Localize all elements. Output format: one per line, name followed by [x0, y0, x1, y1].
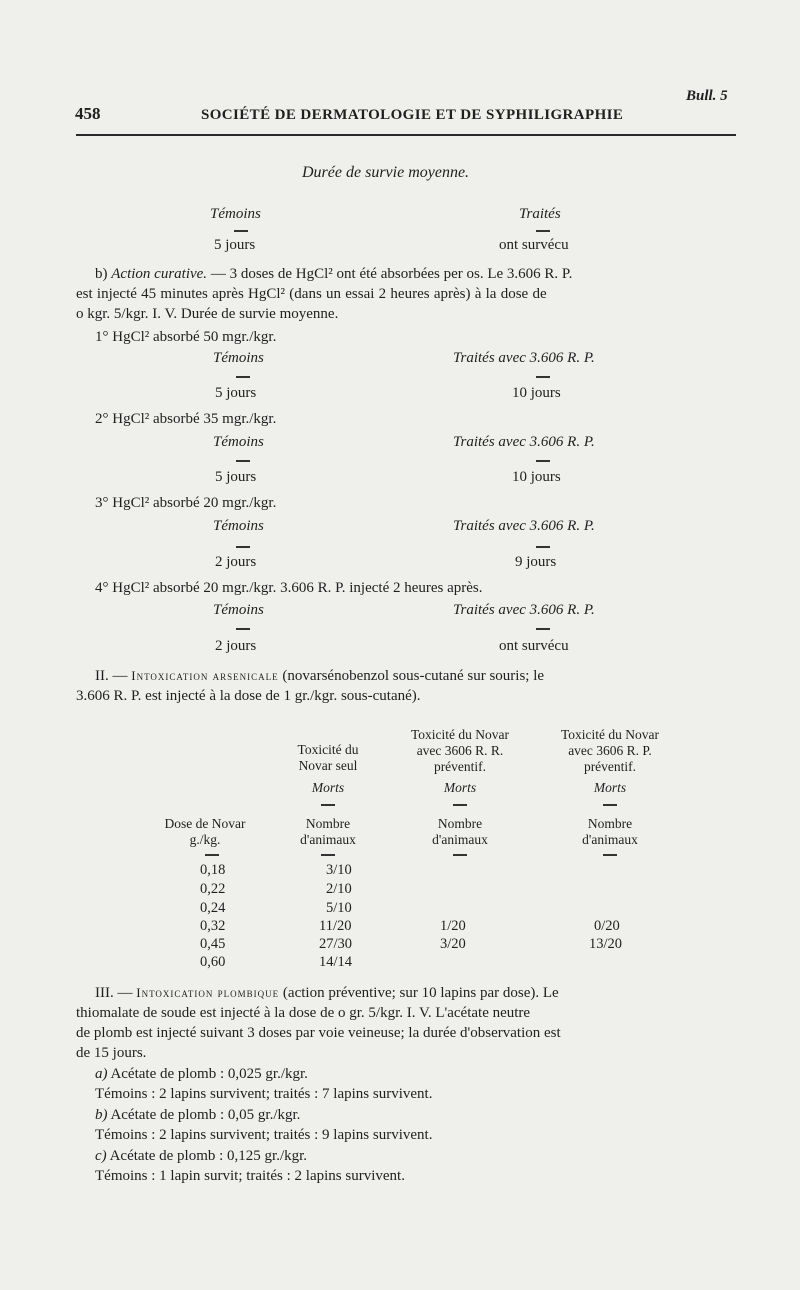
- paragraph-text: — 3 doses de HgCl² ont été absorbées per os. Le 3.606 R. P.: [207, 266, 573, 282]
- table-cell-seul: 3/10: [326, 862, 352, 878]
- item-text: Acétate de plomb : 0,05 gr./kgr.: [110, 1107, 301, 1123]
- dash: [603, 804, 617, 806]
- lead-item: [95, 1066, 308, 1083]
- table-cell-seul: 27/30: [319, 936, 353, 952]
- table-subheader: Dose de Novar g./kg.: [164, 816, 246, 847]
- table-morts-label: Morts: [443, 780, 477, 795]
- item-label: a): [95, 1066, 108, 1082]
- traites-label: Traités avec 3.606 R. P.: [453, 602, 595, 618]
- table-cell-rr: 3/20: [440, 936, 466, 952]
- b-paragraph-line3: o kgr. 5/kgr. I. V. Durée de survie moyenne.: [76, 306, 339, 322]
- item-text: Acétate de plomb : 0,125 gr./kgr.: [109, 1148, 308, 1164]
- section-III-line4: de 15 jours.: [76, 1045, 147, 1061]
- dash: [536, 230, 550, 232]
- traites-value: 9 jours: [515, 554, 557, 570]
- dash: [321, 854, 335, 856]
- dash: [453, 854, 467, 856]
- bulletin-marker: Bull. 5: [686, 88, 728, 104]
- traites-value: ont survécu: [499, 237, 569, 253]
- table-cell-dose: 0,18: [200, 862, 226, 878]
- item-label: b): [95, 1107, 108, 1123]
- section-numeral: II. —: [95, 668, 128, 684]
- temoins-value: 2 jours: [215, 638, 257, 654]
- table-cell-dose: 0,24: [200, 900, 226, 916]
- experiment-heading: 2° HgCl² absorbé 35 mgr./kgr.: [95, 411, 277, 427]
- item-label: c): [95, 1148, 107, 1164]
- dash: [236, 460, 250, 462]
- table-cell-seul: 14/14: [319, 954, 353, 970]
- table-cell-rp: 13/20: [589, 936, 623, 952]
- temoins-value: 5 jours: [215, 469, 257, 485]
- section-text: (action préventive; sur 10 lapins par dose). Le: [279, 985, 559, 1001]
- table-header: Toxicité du Novar avec 3606 R. R. préventif.: [410, 727, 510, 774]
- dash: [321, 804, 335, 806]
- table-subheader: Nombre d'animaux: [300, 816, 356, 847]
- temoins-label: Témoins: [213, 434, 264, 450]
- temoins-label: Témoins: [213, 350, 264, 366]
- section-III-line1: [95, 985, 559, 1002]
- temoins-value: 5 jours: [215, 385, 257, 401]
- traites-label: Traités: [519, 206, 561, 222]
- dash: [453, 804, 467, 806]
- table-cell-seul: 11/20: [319, 918, 352, 934]
- experiment-heading: 1° HgCl² absorbé 50 mgr./kgr.: [95, 329, 277, 345]
- dash: [234, 230, 248, 232]
- page-number: 458: [75, 104, 101, 123]
- lead-item-result: Témoins : 2 lapins survivent; traités : 9 lapins survivent.: [95, 1127, 433, 1143]
- lead-item: [95, 1107, 300, 1124]
- lead-item: [95, 1148, 307, 1165]
- header-rule: [76, 134, 736, 136]
- table-header: Toxicité du Novar seul: [297, 742, 359, 773]
- b-paragraph-line2: est injecté 45 minutes après HgCl² (dans un essai 2 heures après) à la dose de: [76, 286, 547, 302]
- dash: [236, 628, 250, 630]
- dash: [205, 854, 219, 856]
- table-morts-label: Morts: [593, 780, 627, 795]
- dash: [603, 854, 617, 856]
- temoins-value: 2 jours: [215, 554, 257, 570]
- experiment-heading: 3° HgCl² absorbé 20 mgr./kgr.: [95, 495, 277, 511]
- table-cell-rp: 0/20: [594, 918, 620, 934]
- dash: [536, 376, 550, 378]
- section-II-line1: [95, 668, 544, 685]
- lead-item-result: Témoins : 2 lapins survivent; traités : 7 lapins survivent.: [95, 1086, 433, 1102]
- table-subheader: Nombre d'animaux: [432, 816, 488, 847]
- dash: [536, 628, 550, 630]
- section-title: Intoxication arsenicale: [131, 668, 279, 683]
- table-cell-seul: 2/10: [326, 881, 352, 897]
- traites-label: Traités avec 3.606 R. P.: [453, 518, 595, 534]
- table-cell-dose: 0,32: [200, 918, 226, 934]
- dash: [536, 546, 550, 548]
- traites-value: ont survécu: [499, 638, 569, 654]
- table-header: Toxicité du Novar avec 3606 R. P. préventif.: [560, 727, 660, 774]
- traites-label: Traités avec 3.606 R. P.: [453, 350, 595, 366]
- table-cell-dose: 0,60: [200, 954, 226, 970]
- section-text: (novarsénobenzol sous-cutané sur souris; le: [278, 668, 545, 684]
- item-label: b): [95, 266, 108, 282]
- table-cell-dose: 0,45: [200, 936, 226, 952]
- table-subheader: Nombre d'animaux: [582, 816, 638, 847]
- item-title: Action curative.: [111, 266, 208, 282]
- b-paragraph-line1: [95, 266, 572, 283]
- traites-value: 10 jours: [512, 469, 561, 485]
- table-cell-seul: 5/10: [326, 900, 352, 916]
- section-III-line3: de plomb est injecté suivant 3 doses par voie veineuse; la durée d'observation est: [76, 1025, 561, 1041]
- traites-label: Traités avec 3.606 R. P.: [453, 434, 595, 450]
- temoins-label: Témoins: [213, 602, 264, 618]
- table-cell-dose: 0,22: [200, 881, 226, 897]
- experiment-heading: 4° HgCl² absorbé 20 mgr./kgr. 3.606 R. P. injecté 2 heures après.: [95, 580, 483, 596]
- temoins-label: Témoins: [213, 518, 264, 534]
- temoins-value: 5 jours: [214, 237, 256, 253]
- traites-value: 10 jours: [512, 385, 561, 401]
- lead-item-result: Témoins : 1 lapin survit; traités : 2 lapins survivent.: [95, 1168, 405, 1184]
- section-III-line2: thiomalate de soude est injecté à la dose de o gr. 5/kgr. I. V. L'acétate neutre: [76, 1005, 531, 1021]
- section-numeral: III. —: [95, 985, 133, 1001]
- temoins-label: Témoins: [210, 206, 261, 222]
- dash: [236, 546, 250, 548]
- table-cell-rr: 1/20: [440, 918, 466, 934]
- dash: [236, 376, 250, 378]
- section-II-line2: 3.606 R. P. est injecté à la dose de 1 gr./kgr. sous-cutané).: [76, 688, 421, 704]
- item-text: Acétate de plomb : 0,025 gr./kgr.: [110, 1066, 308, 1082]
- running-title: SOCIÉTÉ DE DERMATOLOGIE ET DE SYPHILIGRAPHIE: [201, 107, 624, 123]
- section-title: Intoxication plombique: [136, 985, 280, 1000]
- survival-title: Durée de survie moyenne.: [302, 164, 470, 181]
- table-morts-label: Morts: [311, 780, 345, 795]
- dash: [536, 460, 550, 462]
